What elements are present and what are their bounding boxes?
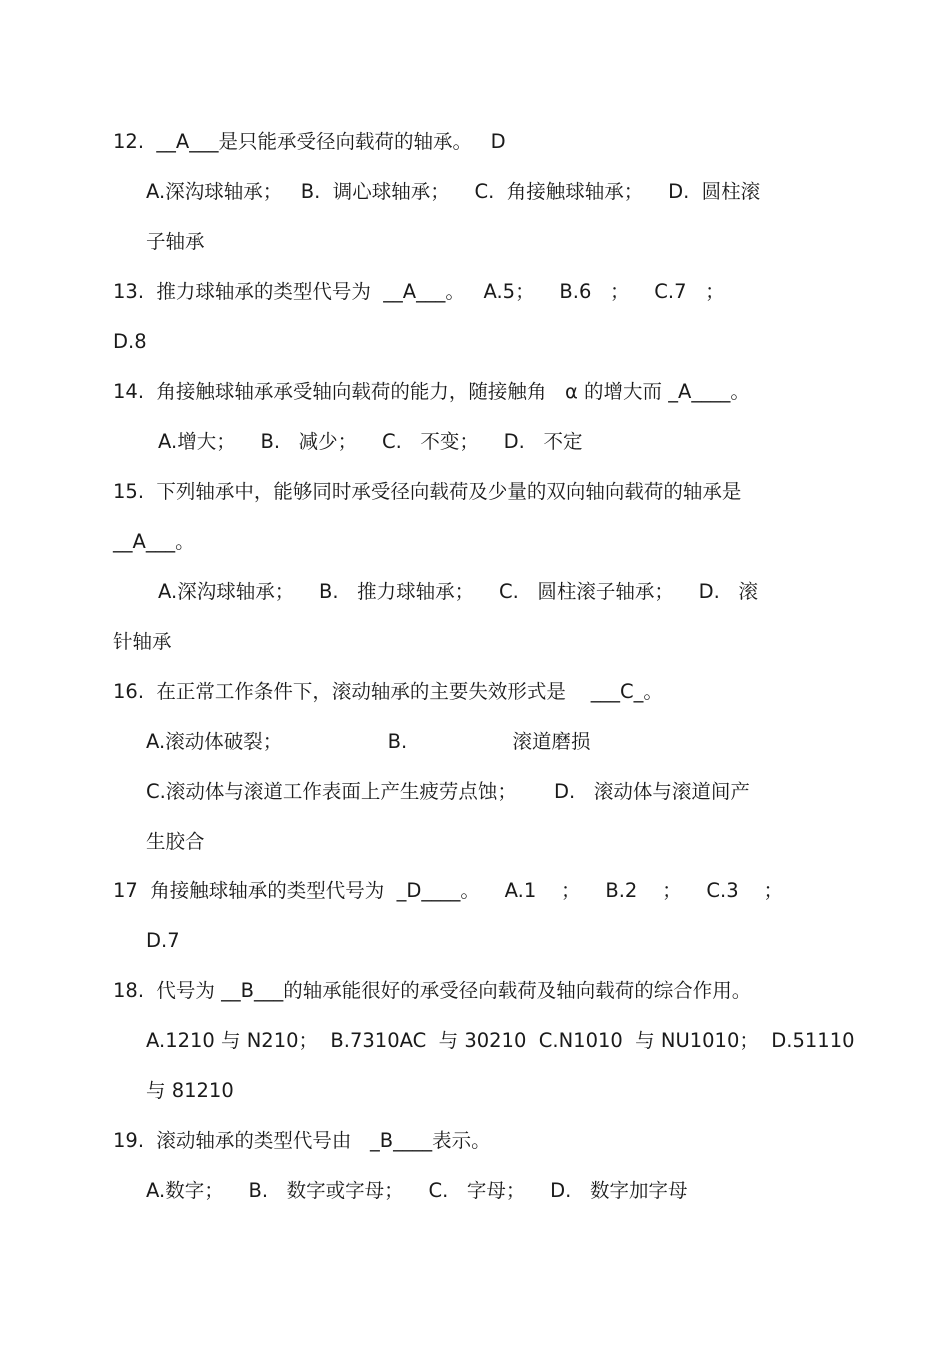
question-16-options-row1: A.滚动体破裂； B. 滚道磨损 bbox=[146, 730, 591, 753]
question-14-stem: 14. 角接触球轴承承受轴向载荷的能力，随接触角 α 的增大而 _A____。 bbox=[113, 380, 750, 403]
question-12-options: A.深沟球轴承； B. 调心球轴承； C. 角接触球轴承； D. 圆柱滚 bbox=[146, 180, 761, 203]
question-12-stem: 12. __A___是只能承受径向载荷的轴承。 D bbox=[113, 130, 506, 153]
question-19-stem: 19. 滚动轴承的类型代号由 _B____表示。 bbox=[113, 1129, 491, 1152]
question-16-options-row2: C.滚动体与滚道工作表面上产生疲劳点蚀； D. 滚动体与滚道间产 bbox=[146, 780, 750, 803]
question-13-options-cont: D.8 bbox=[113, 330, 147, 353]
question-12-options-cont: 子轴承 bbox=[146, 230, 205, 253]
question-15-stem: 15. 下列轴承中，能够同时承受径向载荷及少量的双向轴向载荷的轴承是 bbox=[113, 480, 742, 503]
question-19-options: A.数字； B. 数字或字母； C. 字母； D. 数字加字母 bbox=[146, 1179, 688, 1202]
question-16-options-cont: 生胶合 bbox=[146, 830, 205, 853]
question-13-stem: 13. 推力球轴承的类型代号为 __A___。 A.5； B.6 ； C.7 ； bbox=[113, 280, 725, 303]
question-18-options: A.1210 与 N210； B.7310AC 与 30210 C.N1010 与 NU1010； D.51110 bbox=[146, 1029, 855, 1052]
question-14-options: A.增大； B. 减少； C. 不变； D. 不定 bbox=[158, 430, 583, 453]
question-16-stem: 16. 在正常工作条件下，滚动轴承的主要失效形式是 ___C_。 bbox=[113, 680, 663, 703]
question-15-stem-cont: __A___。 bbox=[113, 530, 195, 553]
question-18-options-cont: 与 81210 bbox=[146, 1079, 234, 1102]
question-18-stem: 18. 代号为 __B___的轴承能很好的承受径向载荷及轴向载荷的综合作用。 bbox=[113, 979, 752, 1002]
question-17-stem: 17 角接触球轴承的类型代号为 _D____。 A.1 ； B.2 ； C.3 ； bbox=[113, 879, 783, 902]
question-15-options: A.深沟球轴承； B. 推力球轴承； C. 圆柱滚子轴承； D. 滚 bbox=[158, 580, 758, 603]
question-17-options-cont: D.7 bbox=[146, 929, 180, 952]
question-15-options-cont: 针轴承 bbox=[113, 630, 172, 653]
